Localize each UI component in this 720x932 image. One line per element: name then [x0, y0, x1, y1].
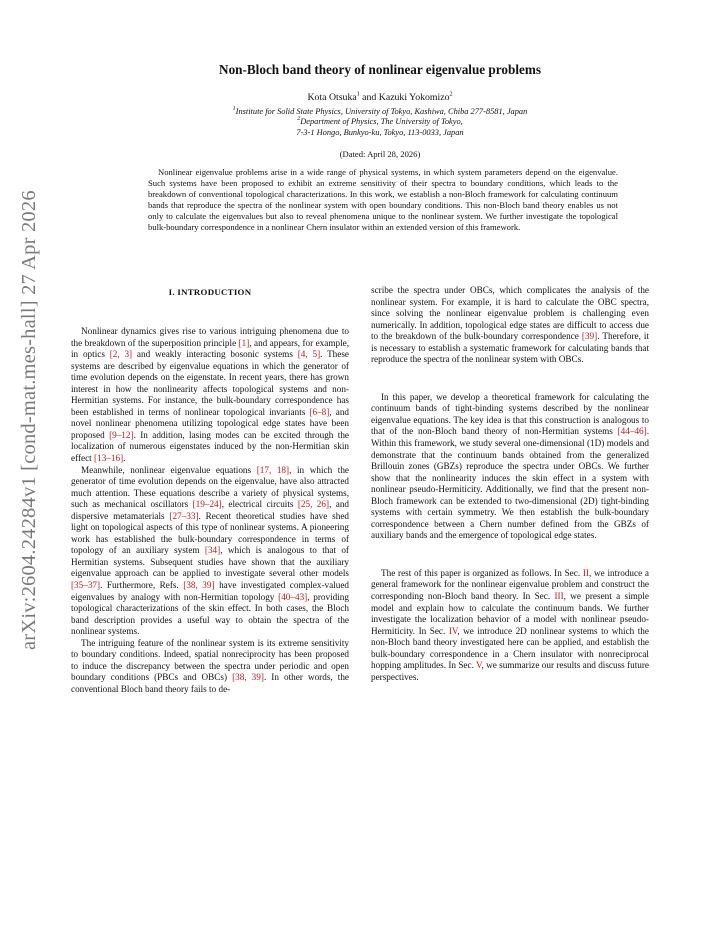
citation-link[interactable]: III	[554, 591, 564, 602]
citation-link[interactable]: [44–46]	[617, 426, 647, 437]
right-column	[371, 285, 649, 683]
affiliation-line: 7-3-1 Hongo, Bunkyo-ku, Tokyo, 113-0033, Japan	[296, 127, 464, 137]
text-run: . Furthermore, Refs.	[100, 580, 184, 591]
citation-link[interactable]: [13–16]	[94, 453, 124, 464]
paragraph	[71, 326, 349, 465]
paragraph	[71, 638, 349, 696]
author-name: Kota Otsuka	[307, 92, 357, 103]
text-run: . Therefore, it is necessary to establish a systematic framework for calculating bands that reproduce the spectra of the nonlinear system with OBCs.	[371, 331, 649, 365]
author-name: Kazuki Yokomizo	[378, 92, 450, 103]
text-run: . These systems are described by eigenvalue equations in which the generator of time evolution depends on the eigenstate. In recent years, there has grown interest in how the nonlinearity affects topological systems and non-Hermitian systems. For instance, the bulk-boundary correspondence has been established in terms of nonlinear topological invariants	[71, 349, 350, 417]
citation-link[interactable]: [35–37]	[71, 580, 101, 591]
arxiv-identifier-stamp[interactable]: arXiv:2604.24284v1 [cond-mat.mes-hall] 27 Apr 2026	[18, 190, 40, 650]
citation-link[interactable]: [34]	[204, 545, 221, 556]
paragraph	[371, 568, 649, 683]
paper-title: Non-Bloch band theory of nonlinear eigenvalue problems	[219, 62, 541, 77]
affiliation-text: Institute for Solid State Physics, University of Tokyo, Kashiwa, Chiba 277-8581, Japan	[235, 107, 528, 116]
citation-link[interactable]: [38, 39]	[232, 672, 264, 683]
citation-link[interactable]: [19–24]	[192, 499, 222, 510]
paragraph	[71, 465, 349, 638]
text-run: , we summarize our results and discuss future perspectives.	[371, 660, 649, 682]
affiliation-marker: 2	[449, 91, 453, 98]
affiliation-marker: 1	[232, 106, 236, 113]
citation-link[interactable]: [27–33]	[169, 510, 199, 521]
citation-link[interactable]: [39]	[581, 331, 598, 342]
text-run: , in which the generator of time evolution depends on the eigenvalue, have also attracted much attention. These equations describe a variety of physical systems, such as mechanical oscillators	[71, 464, 349, 510]
text-run: , providing topological characterizations of the skin effect. In both cases, the Bloch band description provides a useful way to obtain the spectra of the nonlinear systems.	[71, 591, 349, 637]
text-run: Nonlinear dynamics gives rise to various intriguing phenomena due to the breakdown of the superposition principle	[71, 326, 349, 348]
author-list	[100, 92, 660, 103]
affiliation-block	[100, 107, 660, 138]
citation-link[interactable]: [1]	[238, 337, 250, 348]
dated-line: (Dated: April 28, 2026)	[339, 149, 421, 159]
text-run: , we introduce 2D nonlinear systems to which the non-Bloch band theory investigated here can be applied, and establish the bulk-boundary correspondence in a Chern insulator with nonreciprocal hopping amplitudes. In Sec.	[371, 625, 649, 671]
citation-link[interactable]: [38, 39]	[183, 580, 215, 591]
text-run: . In addition, lasing modes can be excited through the localization of numerous eigenstates induced by the non-Hermitian skin effect	[71, 429, 349, 464]
text-run: Meanwhile, nonlinear eigenvalue equations	[81, 464, 257, 475]
citation-link[interactable]: [9–12]	[109, 429, 134, 440]
text-run: . In other words, the conventional Bloch band theory fails to de-	[71, 672, 349, 694]
text-run: , we present a simple model and explain how to calculate the continuum bands. We further investigate the localization behavior of a model with nonlinear pseudo-Hermiticity. In Sec.	[371, 591, 649, 636]
text-run: In this paper, we develop a theoretical framework for calculating the continuum bands of tight-binding systems described by the nonlinear eigenvalue equations. The key idea is that this construction is analogous to that of the non-Bloch band theory of non-Hermitian systems	[371, 391, 649, 437]
text-run: . Within this framework, we study several one-dimensional (1D) models and demonstrate that the continuum bands obtained from the generalized Brillouin zones (GBZs) reproduce the spectra under OBCs. We further show that the nonlinearity induces the skin effect in a system with nonlinear pseudo-Hermiticity. Additionally, we find that the present non-Bloch framework can be extended to two-dimensional (2D) tight-binding systems with certain symmetry. We then establish the bulk-boundary correspondence between a Chern number defined from the GBZs of auxiliary bands and the emergence of topological edge states.	[371, 426, 649, 541]
paragraph	[371, 392, 649, 542]
affiliation-text: Department of Physics, The University of Tokyo,	[300, 117, 463, 127]
text-run: The rest of this paper is organized as follows. In Sec.	[381, 567, 583, 578]
affiliation-marker: 1	[356, 91, 360, 98]
citation-link[interactable]: [6–8]	[309, 406, 330, 417]
left-column	[71, 287, 349, 696]
text-run: , and dispersive metamaterials	[71, 499, 350, 521]
section-heading-introduction: I. INTRODUCTION	[168, 287, 252, 297]
citation-link[interactable]: [2, 3]	[109, 349, 133, 360]
citation-link[interactable]: II	[582, 567, 589, 578]
citation-link[interactable]: [17, 18]	[256, 464, 290, 475]
affiliation-line	[100, 107, 660, 117]
text-run: .	[123, 453, 126, 464]
citation-link[interactable]: [25, 26]	[297, 499, 330, 510]
paragraph	[371, 285, 649, 366]
text-run: , and novel nonlinear phenomena utilizing topological edge states have been proposed	[71, 406, 350, 440]
citation-link[interactable]: [40–43]	[278, 591, 308, 602]
text-run: , electrical circuits	[221, 499, 298, 510]
text-run: The intriguing feature of the nonlinear system is its extreme sensitivity to boundary conditions. Indeed, spatial nonreciprocity has been proposed to induce the discrepancy between the spectra under periodic and open boundary conditions (PBCs and OBCs)	[71, 637, 349, 683]
affiliation-marker: 2	[297, 116, 301, 123]
text-run: scribe the spectra under OBCs, which complicates the analysis of the nonlinear system. For example, it is hard to calculate the OBC spectra, since solving the nonlinear eigenvalue problem is challenging even numerically. In addition, topological edge states are difficult to access due to the breakdown of the bulk-boundary correspondence	[371, 285, 649, 342]
affiliation-line	[100, 117, 660, 127]
text-run: have investigated complex-valued eigenvalues by analogy with non-Hermitian topology	[71, 580, 349, 602]
text-run: . Recent theoretical studies have shed light on topological aspects of this type of nonlinear systems. A pioneering work has established the bulk-boundary correspondence in terms of topology of an auxiliary system	[71, 510, 349, 556]
author-conjunction: and	[362, 92, 377, 103]
text-run: , and appears, for example, in optics	[71, 337, 349, 360]
text-run: , which is analogous to that of Hermitian systems. Subsequent studies have shown that the auxiliary eigenvalue approach can be applied to investigate several other models	[71, 545, 349, 579]
abstract: Nonlinear eigenvalue problems arise in a wide range of physical systems, in which system parameters depend on the eigenvalue. Such systems have been proposed to exhibit an extreme sensitivity of their spectra to boundary conditions, which leads to the breakdown of conventional topological characterizations. In this work, we establish a non-Bloch framework for calculating continuum bands that reproduce the spectra of the nonlinear system with open boundary conditions. This non-Bloch band theory enables us not only to calculate the eigenvalues but also to reveal phenomena unique to the nonlinear system. We further investigate the topological bulk-boundary correspondence in a nonlinear Chern insulator within an extended version of this framework.	[148, 167, 618, 232]
text-run: , we introduce a general framework for the nonlinear eigenvalue problem and construct the corresponding non-Bloch band theory. In Sec.	[371, 567, 649, 602]
citation-link[interactable]: [4, 5]	[297, 349, 321, 360]
citation-link[interactable]: IV	[448, 625, 458, 636]
paragraph-gap	[371, 366, 649, 392]
paragraph-gap	[371, 542, 649, 568]
text-run: and weakly interacting bosonic systems	[132, 349, 298, 360]
citation-link[interactable]: V	[476, 660, 482, 671]
